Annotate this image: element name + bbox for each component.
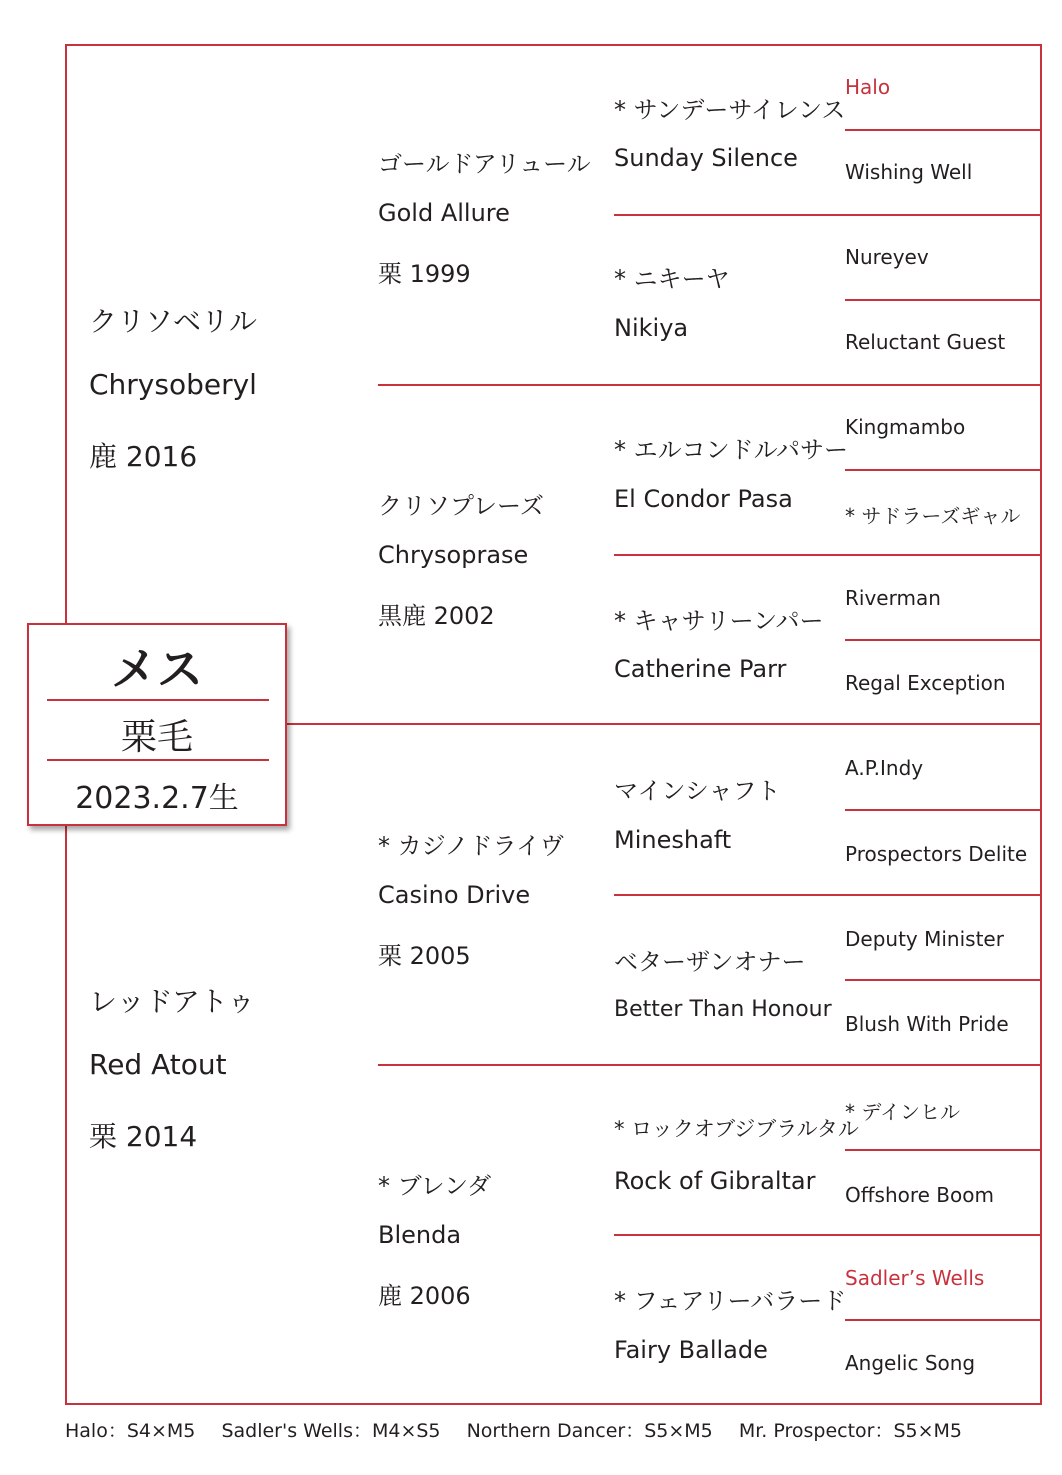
sire-name-en: Chrysoberyl	[89, 368, 257, 401]
divider	[47, 699, 269, 701]
inbreeding-item: Sadler's Wells：M4×S5	[221, 1420, 441, 1442]
sire-info: 鹿 2016	[89, 440, 198, 473]
ddss-name: * デインヒル	[845, 1100, 960, 1124]
divider	[845, 809, 1042, 811]
dsd-name-en: Better Than Honour	[614, 997, 832, 1022]
divider	[845, 129, 1042, 131]
sire-dam-divider	[287, 723, 1042, 725]
dsds-name: Deputy Minister	[845, 927, 1004, 951]
dsss-name: A.P.Indy	[845, 756, 924, 780]
ssds-name: Nureyev	[845, 245, 929, 269]
sire-name-ja: クリソベリル	[89, 305, 258, 338]
ssss-name: Halo	[845, 75, 891, 99]
divider	[47, 759, 269, 761]
dsd-name-ja: ベターザンオナー	[614, 948, 806, 976]
horse-birth-date: 2023.2.7生	[75, 781, 239, 816]
horse-info-box	[27, 623, 287, 826]
horse-name: メス	[111, 642, 203, 696]
dam-name-en: Red Atout	[89, 1048, 227, 1081]
dss-name-en: Mineshaft	[614, 826, 732, 854]
divider	[614, 214, 1042, 216]
divider	[845, 469, 1042, 471]
sd-info: 黒鹿 2002	[378, 602, 495, 630]
ddsd-name: Offshore Boom	[845, 1183, 994, 1207]
ds-name-ja: * カジノドライヴ	[378, 832, 564, 860]
ss-name-en: Gold Allure	[378, 199, 510, 227]
sds-name-ja: * エルコンドルパサー	[614, 436, 848, 464]
sdd-name-en: Catherine Parr	[614, 655, 787, 683]
ssdd-name: Reluctant Guest	[845, 330, 1006, 354]
dsdd-name: Blush With Pride	[845, 1012, 1009, 1036]
divider	[845, 1319, 1042, 1321]
divider	[845, 979, 1042, 981]
sd-name-ja: クリソプレーズ	[378, 492, 544, 520]
divider	[845, 299, 1042, 301]
dss-name-ja: マインシャフト	[614, 777, 781, 805]
inbreeding-item: Northern Dancer：S5×M5	[466, 1420, 713, 1442]
dds-name-ja: * ロックオブジブラルタル	[614, 1117, 859, 1141]
sd-name-en: Chrysoprase	[378, 541, 529, 569]
dd-info: 鹿 2006	[378, 1282, 471, 1310]
divider	[378, 1064, 1042, 1066]
divider	[614, 1234, 1042, 1236]
ds-info: 栗 2005	[378, 942, 471, 970]
ss-info: 栗 1999	[378, 260, 471, 288]
sdss-name: Kingmambo	[845, 415, 966, 439]
inbreeding-item: Mr. Prospector：S5×M5	[738, 1420, 963, 1442]
divider	[614, 894, 1042, 896]
inbreeding-item: Halo：S4×M5	[65, 1420, 196, 1442]
dam-name-ja: レッドアトゥ	[89, 985, 256, 1018]
divider	[845, 1149, 1042, 1151]
sdd-name-ja: * キャサリーンパー	[614, 607, 824, 635]
horse-coat-color: 栗毛	[120, 717, 193, 758]
dds-name-en: Rock of Gibraltar	[614, 1167, 816, 1195]
sss-name-en: Sunday Silence	[614, 144, 798, 172]
ddd-name-ja: * フェアリーバラード	[614, 1287, 847, 1315]
dddd-name: Angelic Song	[845, 1351, 976, 1375]
ss-name-ja: ゴールドアリュール	[378, 150, 591, 178]
dd-name-en: Blenda	[378, 1221, 462, 1249]
ddd-name-en: Fairy Ballade	[614, 1336, 768, 1364]
sddd-name: Regal Exception	[845, 671, 1006, 695]
sdsd-name: * サドラーズギャル	[845, 504, 1021, 528]
ddds-name: Sadler’s Wells	[845, 1266, 985, 1290]
ssd-name-en: Nikiya	[614, 314, 689, 342]
ds-name-en: Casino Drive	[378, 881, 531, 909]
sds-name-en: El Condor Pasa	[614, 485, 793, 513]
ssd-name-ja: * ニキーヤ	[614, 265, 730, 293]
dssd-name: Prospectors Delite	[845, 842, 1028, 866]
divider	[845, 639, 1042, 641]
dam-info: 栗 2014	[89, 1120, 198, 1153]
sss-name-ja: * サンデーサイレンス	[614, 96, 846, 124]
inbreeding-summary	[65, 1416, 982, 1443]
dd-name-ja: * ブレンダ	[378, 1172, 492, 1200]
sdds-name: Riverman	[845, 586, 941, 610]
divider	[378, 384, 1042, 386]
sssd-name: Wishing Well	[845, 160, 973, 184]
divider	[614, 554, 1042, 556]
